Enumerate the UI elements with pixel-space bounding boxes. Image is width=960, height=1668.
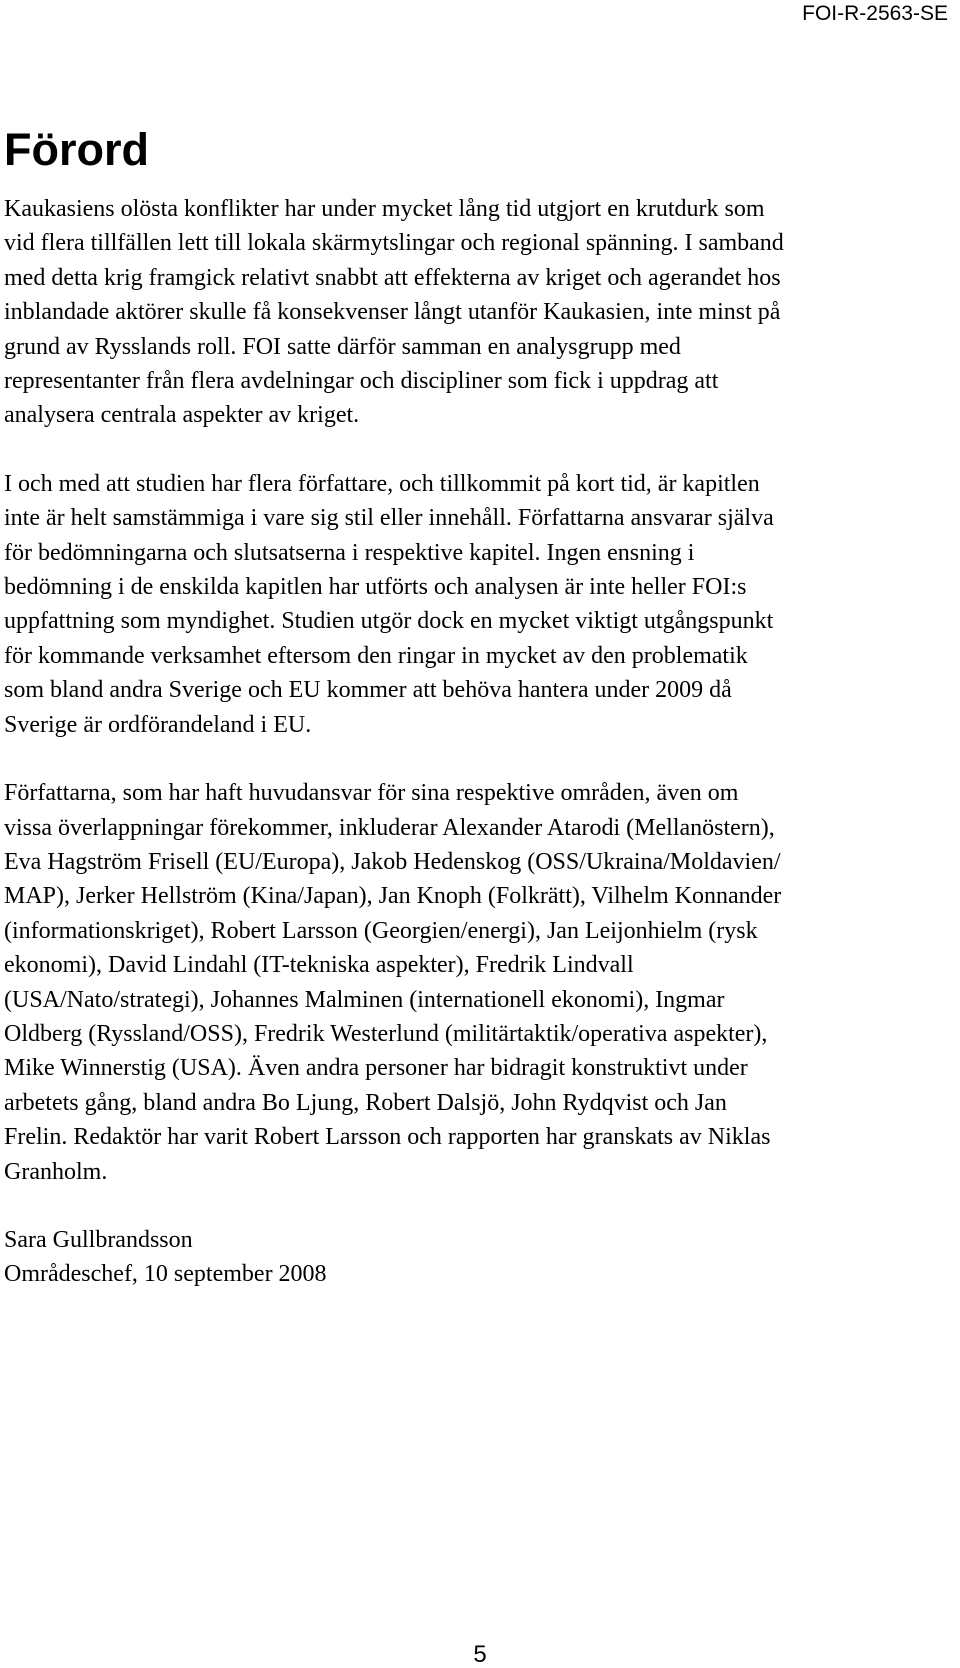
report-id: FOI-R-2563-SE (802, 2, 948, 25)
signature-name: Sara Gullbrandsson (4, 1226, 193, 1253)
text-line: Mike Winnerstig (USA). Även andra personer har bidragit konstruktivt under (4, 1055, 748, 1082)
text-line: Kaukasiens olösta konflikter har under mycket lång tid utgjort en krutdurk som (4, 196, 765, 222)
signature-title-date: Områdeschef, 10 september 2008 (4, 1261, 327, 1288)
page-number: 5 (473, 1641, 487, 1668)
text-line: för kommande verksamhet eftersom den ringar in mycket av den problematik (4, 642, 748, 669)
text-line: Författarna, som har haft huvudansvar för sina respektive områden, även om (4, 780, 739, 807)
text-line: vid flera tillfällen lett till lokala skärmytslingar och regional spänning. I samband (4, 230, 784, 257)
signature-block (4, 1223, 924, 1292)
text-line: arbetets gång, bland andra Bo Ljung, Robert Dalsjö, John Rydqvist och Jan (4, 1089, 727, 1116)
text-line: Granholm. (4, 1158, 108, 1185)
text-line: Frelin. Redaktör har varit Robert Larsson och rapporten har granskats av Niklas (4, 1124, 771, 1151)
text-line: vissa överlappningar förekommer, inkluderar Alexander Atarodi (Mellanöstern), (4, 814, 775, 841)
text-line: (USA/Nato/strategi), Johannes Malminen (internationell ekonomi), Ingmar (4, 986, 725, 1013)
page-title: Förord (4, 124, 149, 175)
document-body (4, 192, 924, 1292)
text-line: Oldberg (Ryssland/OSS), Fredrik Westerlund (militärtaktik/operativa aspekter), (4, 1020, 768, 1047)
text-line: I och med att studien har flera författare, och tillkommit på kort tid, är kapitlen (4, 470, 760, 497)
paragraph-intro (4, 192, 924, 433)
text-line: för bedömningarna och slutsatserna i respektive kapitel. Ingen ensning i (4, 539, 695, 566)
text-line: (informationskriget), Robert Larsson (Georgien/energi), Jan Leijonhielm (rysk (4, 917, 758, 944)
text-line: grund av Rysslands roll. FOI satte därför samman en analysgrupp med (4, 333, 681, 360)
text-line: MAP), Jerker Hellström (Kina/Japan), Jan Knoph (Folkrätt), Vilhelm Konnander (4, 883, 782, 910)
text-line: uppfattning som myndighet. Studien utgör dock en mycket viktigt utgångspunkt (4, 608, 774, 635)
text-line: inblandade aktörer skulle få konsekvenser långt utanför Kaukasien, inte minst på (4, 299, 781, 326)
text-line: som bland andra Sverige och EU kommer att behöva hantera under 2009 då (4, 677, 732, 704)
text-line: analysera centrala aspekter av kriget. (4, 402, 360, 429)
text-line: bedömning i de enskilda kapitlen har utförts och analysen är inte heller FOI:s (4, 574, 747, 601)
text-line: inte är helt samstämmiga i vare sig stil eller innehåll. Författarna ansvarar själva (4, 505, 774, 532)
text-line: representanter från flera avdelningar och discipliner som fick i uppdrag att (4, 368, 719, 395)
paragraph-authors (4, 776, 924, 1189)
text-line: ekonomi), David Lindahl (IT-tekniska aspekter), Fredrik Lindvall (4, 952, 634, 979)
text-line: Sverige är ordförandeland i EU. (4, 711, 312, 738)
text-line: Eva Hagström Frisell (EU/Europa), Jakob Hedenskog (OSS/Ukraina/Moldavien/ (4, 848, 781, 875)
paragraph-authorship (4, 467, 924, 742)
text-line: med detta krig framgick relativt snabbt att effekterna av kriget och agerandet hos (4, 264, 781, 291)
